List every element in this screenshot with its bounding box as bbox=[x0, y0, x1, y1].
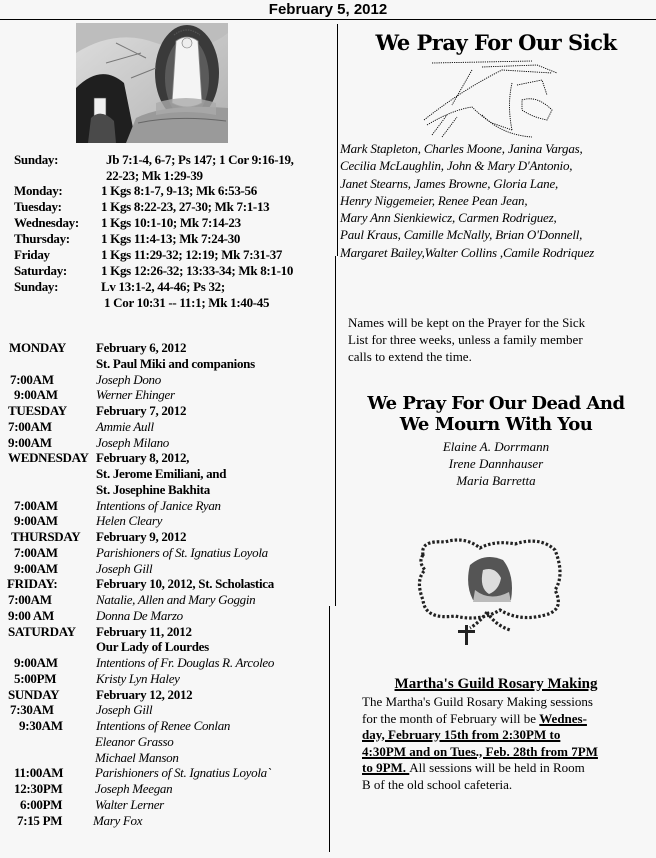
schedule-day-name: SUNDAY bbox=[8, 686, 60, 702]
mass-intention: Joseph Dono bbox=[96, 371, 161, 387]
mass-row bbox=[0, 671, 330, 687]
page-header bbox=[0, 0, 656, 20]
reading-day: Saturday: bbox=[14, 263, 67, 278]
feast-day-row bbox=[0, 356, 330, 372]
mass-time: 12:30PM bbox=[14, 781, 63, 796]
sick-names-line: Janet Stearns, James Browne, Gloria Lane, bbox=[340, 175, 559, 191]
reading-day: Thursday: bbox=[14, 231, 70, 246]
mass-time: 7:00AM bbox=[8, 418, 52, 434]
reading-text: 1 Kgs 10:1-10; Mk 7:14-23 bbox=[101, 215, 241, 230]
mass-intention: Mary Fox bbox=[93, 812, 143, 828]
mass-row bbox=[0, 545, 330, 561]
guild-line bbox=[362, 760, 652, 777]
mass-time: 9:00 AM bbox=[8, 607, 54, 623]
feast-name: St. Josephine Bakhita bbox=[96, 481, 210, 497]
mass-time: 6:00PM bbox=[20, 796, 63, 812]
mass-intention: Intentions of Janice Ryan bbox=[96, 497, 221, 513]
guild-text: All sessions will be held in Room bbox=[409, 760, 585, 775]
reading-text: 22-23; Mk 1:29-39 bbox=[106, 168, 203, 183]
reading-day: Sunday: bbox=[14, 279, 59, 294]
guild-title-text: Martha's Guild Rosary Making bbox=[394, 676, 598, 692]
mass-row bbox=[0, 781, 330, 797]
dead-section-subtitle: We Mourn With You bbox=[399, 414, 593, 435]
mass-intention: Parishioners of St. Ignatius Loyola` bbox=[95, 765, 271, 781]
sick-names-list bbox=[340, 140, 656, 261]
mass-row bbox=[0, 372, 330, 388]
mass-row bbox=[0, 813, 330, 829]
mass-intention: Joseph Gill bbox=[96, 702, 153, 718]
reading-text: Lv 13:1-2, 44-46; Ps 32; bbox=[101, 279, 225, 294]
schedule-day-row bbox=[0, 450, 330, 466]
mass-time: 7:30AM bbox=[10, 702, 54, 718]
note-line: List for three weeks, unless a family member bbox=[348, 332, 583, 347]
sick-names-line: Henry Niggemeier, Renee Pean Jean, bbox=[340, 192, 528, 208]
guild-line bbox=[362, 711, 652, 728]
reading-text: 1 Cor 10:31 -- 11:1; Mk 1:40-45 bbox=[104, 295, 270, 310]
feast-name: St. Jerome Emiliani, and bbox=[96, 466, 227, 481]
guild-announcement bbox=[362, 694, 652, 793]
reading-day: Sunday: bbox=[14, 152, 59, 167]
schedule-day-name: TUESDAY bbox=[8, 403, 67, 418]
mass-intention: Ammie Aull bbox=[96, 418, 154, 434]
bulletin-date: February 5, 2012 bbox=[268, 1, 388, 18]
sick-names-line: Mary Ann Sienkiewicz, Carmen Rodriguez, bbox=[340, 210, 557, 226]
mass-intention: Joseph Gill bbox=[96, 560, 153, 576]
schedule-day-name: SATURDAY bbox=[8, 623, 76, 639]
mass-time: 9:00AM bbox=[14, 387, 58, 403]
mass-time: 7:00AM bbox=[14, 544, 58, 560]
mass-time: 7:00AM bbox=[14, 497, 58, 513]
deceased-name: Irene Dannhauser bbox=[448, 456, 544, 471]
reading-text: 1 Kgs 8:1-7, 9-13; Mk 6:53-56 bbox=[101, 183, 257, 198]
mass-row bbox=[0, 435, 330, 451]
feast-name: Our Lady of Lourdes bbox=[96, 639, 209, 655]
dead-section-title: We Pray For Our Dead And bbox=[367, 393, 625, 414]
mass-time: 5:00PM bbox=[14, 670, 57, 686]
mass-row bbox=[0, 387, 330, 403]
praying-hands-illustration bbox=[412, 55, 562, 140]
reading-text: 1 Kgs 12:26-32; 13:33-34; Mk 8:1-10 bbox=[101, 263, 294, 278]
mass-time: 7:15 PM bbox=[17, 812, 63, 828]
schedule-day-row bbox=[0, 576, 330, 592]
mass-intention: Helen Cleary bbox=[96, 513, 163, 529]
schedule-day-row bbox=[0, 624, 330, 640]
schedule-day-row bbox=[0, 340, 330, 356]
mass-time: 9:00AM bbox=[14, 655, 58, 670]
schedule-date: February 8, 2012, bbox=[96, 450, 190, 466]
sick-names-line: Cecilia McLaughlin, John & Mary D'Antonio, bbox=[340, 158, 573, 174]
grotto-illustration bbox=[76, 23, 228, 143]
mass-row bbox=[0, 718, 330, 734]
schedule-date: February 7, 2012 bbox=[96, 403, 187, 418]
feast-day-row bbox=[0, 466, 330, 482]
schedule-date: February 9, 2012 bbox=[96, 529, 187, 544]
schedule-day-row bbox=[0, 403, 330, 419]
mass-intention: Intentions of Fr. Douglas R. Arcoleo bbox=[96, 655, 275, 670]
schedule-day-name: FRIDAY: bbox=[7, 576, 58, 592]
mass-row bbox=[0, 765, 330, 781]
sick-names-line: Mark Stapleton, Charles Moone, Janina Vargas, bbox=[340, 141, 583, 156]
sick-names-line: Paul Kraus, Camille McNally, Brian O'Donnell, bbox=[340, 227, 583, 243]
mass-row bbox=[0, 608, 330, 624]
schedule-day-row bbox=[0, 687, 330, 703]
mass-intention: Donna De Marzo bbox=[96, 607, 183, 623]
deceased-name: Elaine A. Dorrmann bbox=[442, 439, 550, 454]
mass-time: 9:00AM bbox=[14, 560, 58, 576]
sick-list-note bbox=[348, 314, 648, 365]
schedule-date: February 6, 2012 bbox=[96, 340, 187, 355]
guild-emphasis: day, February 15th from 2:30PM to bbox=[362, 727, 561, 742]
rosary-illustration bbox=[415, 530, 565, 645]
mass-intention: Natalie, Allen and Mary Goggin bbox=[96, 592, 256, 607]
schedule-date: February 11, 2012 bbox=[96, 623, 192, 639]
mass-time: 9:00AM bbox=[8, 434, 52, 450]
mass-time: 11:00AM bbox=[14, 765, 64, 781]
column-divider bbox=[337, 24, 338, 256]
mass-intention: Parishioners of St. Ignatius Loyola bbox=[96, 544, 268, 560]
schedule-day-name: WEDNESDAY bbox=[8, 450, 89, 466]
schedule-day-name: THURSDAY bbox=[11, 529, 81, 544]
feast-day-row bbox=[0, 482, 330, 498]
mass-intention: Walter Lerner bbox=[95, 796, 164, 812]
mass-row bbox=[0, 655, 330, 671]
schedule-date: February 10, 2012, St. Scholastica bbox=[96, 576, 274, 592]
guild-emphasis: 4:30PM and on Tues., Feb. 28th from 7PM bbox=[362, 743, 598, 759]
mass-time: 9:00AM bbox=[14, 513, 58, 529]
mass-intention: Michael Manson bbox=[95, 749, 179, 765]
mass-intention: Joseph Meegan bbox=[95, 781, 173, 796]
reading-text: 1 Kgs 11:4-13; Mk 7:24-30 bbox=[101, 231, 241, 246]
mass-row bbox=[0, 797, 330, 813]
deceased-name: Maria Barretta bbox=[456, 473, 536, 488]
mass-intention: Werner Ehinger bbox=[96, 387, 175, 403]
reading-day: Friday bbox=[14, 247, 50, 262]
mass-row bbox=[0, 702, 330, 718]
mass-time: 9:30AM bbox=[19, 718, 63, 733]
schedule-day-name: MONDAY bbox=[9, 340, 66, 355]
mass-row bbox=[0, 750, 330, 766]
mass-intention: Joseph Milano bbox=[96, 434, 170, 450]
reading-day: Tuesday: bbox=[14, 199, 62, 214]
reading-text: 1 Kgs 8:22-23, 27-30; Mk 7:1-13 bbox=[101, 199, 270, 214]
mass-row bbox=[0, 561, 330, 577]
guild-line: The Martha's Guild Rosary Making sessions bbox=[362, 694, 593, 709]
schedule-date: February 12, 2012 bbox=[96, 686, 193, 702]
sick-section-title: We Pray For Our Sick bbox=[375, 30, 617, 55]
mass-intention: Intentions of Renee Conlan bbox=[96, 718, 231, 733]
guild-section-title bbox=[336, 676, 656, 693]
mass-row bbox=[0, 513, 330, 529]
mass-time: 7:00AM bbox=[8, 592, 52, 607]
reading-text: Jb 7:1-4, 6-7; Ps 147; 1 Cor 9:16-19, bbox=[106, 152, 294, 167]
mass-time: 7:00AM bbox=[10, 371, 54, 387]
mass-row bbox=[0, 498, 330, 514]
feast-day-row bbox=[0, 639, 330, 655]
mass-intention: Kristy Lyn Haley bbox=[96, 670, 180, 686]
guild-text: for the month of February will be bbox=[362, 710, 540, 726]
sick-names-line: Margaret Bailey,Walter Collins ,Camile Rodriquez bbox=[340, 244, 594, 260]
feast-name: St. Paul Miki and companions bbox=[96, 355, 255, 371]
note-line: Names will be kept on the Prayer for the Sick bbox=[348, 315, 586, 330]
note-line: calls to extend the time. bbox=[348, 349, 472, 364]
deceased-names-list bbox=[336, 438, 656, 489]
reading-day: Monday: bbox=[14, 183, 63, 198]
guild-emphasis: Wednes- bbox=[539, 710, 587, 726]
guild-line: B of the old school cafeteria. bbox=[362, 776, 513, 792]
schedule-day-row bbox=[0, 529, 330, 545]
mass-row bbox=[0, 592, 330, 608]
mass-row bbox=[0, 419, 330, 435]
reading-day: Wednesday: bbox=[14, 215, 79, 230]
reading-text: 1 Kgs 11:29-32; 12:19; Mk 7:31-37 bbox=[101, 247, 283, 262]
guild-emphasis: to 9PM. bbox=[362, 760, 410, 775]
mass-intention: Eleanor Grasso bbox=[95, 733, 174, 749]
mass-row bbox=[0, 734, 330, 750]
